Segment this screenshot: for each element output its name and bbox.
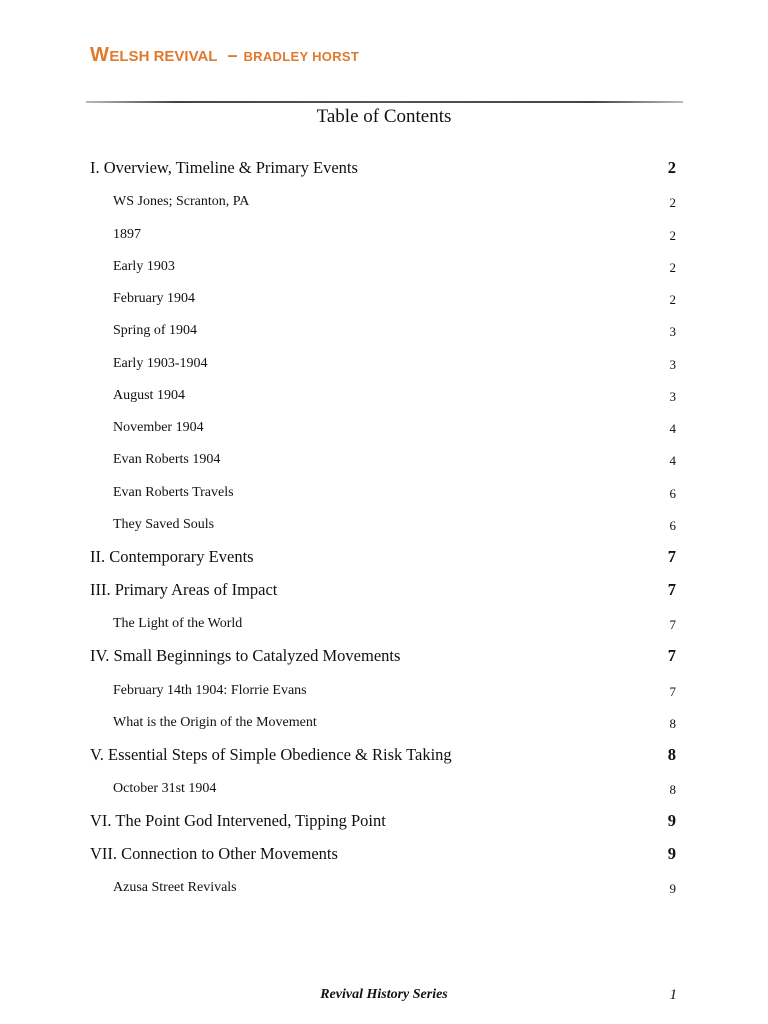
toc-entry-label: November 1904	[113, 420, 204, 435]
toc-section[interactable]	[0, 843, 768, 873]
toc-section[interactable]	[0, 546, 768, 576]
toc-entry-label: August 1904	[113, 388, 185, 403]
header-title-initial: W	[90, 44, 110, 66]
toc-subsection[interactable]	[0, 287, 768, 317]
toc-entry-page: 7	[667, 646, 676, 665]
toc-entry-page: 8	[667, 745, 676, 764]
toc-title: Table of Contents	[316, 106, 452, 127]
header-author: BRADLEY HORST	[243, 49, 360, 64]
toc-section[interactable]	[0, 579, 768, 609]
toc-entry-label: Early 1903	[113, 259, 175, 274]
toc-subsection[interactable]	[0, 448, 768, 478]
toc-section[interactable]	[0, 810, 768, 840]
toc-entry-label: WS Jones; Scranton, PA	[113, 194, 250, 209]
toc-subsection[interactable]	[0, 255, 768, 285]
toc-subsection[interactable]	[0, 352, 768, 382]
toc-subsection[interactable]	[0, 513, 768, 543]
toc-entry-label: What is the Origin of the Movement	[113, 715, 317, 730]
toc-entry-page: 8	[669, 782, 676, 797]
toc-entry-page: 6	[669, 518, 676, 533]
toc-entry-page: 9	[669, 881, 676, 896]
header-dash: –	[227, 45, 238, 65]
toc-entry-label: VII. Connection to Other Movements	[90, 844, 338, 863]
toc-entry-page: 2	[667, 158, 676, 177]
toc-section[interactable]	[0, 645, 768, 675]
toc-entry-label: February 14th 1904: Florrie Evans	[113, 683, 307, 698]
toc-subsection[interactable]	[0, 481, 768, 511]
toc-entry-label: I. Overview, Timeline & Primary Events	[90, 158, 358, 177]
toc-entry-label: 1897	[113, 227, 141, 242]
toc-entry-page: 6	[669, 486, 676, 501]
toc-entry-label: VI. The Point God Intervened, Tipping Point	[90, 811, 386, 830]
toc-subsection[interactable]	[0, 711, 768, 741]
toc-entry-label: February 1904	[113, 291, 196, 306]
toc-entry-page: 9	[667, 811, 676, 830]
toc-entry-label: II. Contemporary Events	[90, 547, 254, 566]
toc-entry-label: They Saved Souls	[113, 517, 215, 532]
header-title: ELSH REVIVAL	[109, 48, 218, 65]
document-header	[90, 44, 359, 67]
toc-section[interactable]	[0, 744, 768, 774]
toc-entry-page: 9	[667, 844, 676, 863]
toc-entry-label: Evan Roberts Travels	[113, 485, 234, 500]
toc-section[interactable]	[0, 157, 768, 187]
toc-entry-label: Spring of 1904	[113, 323, 197, 338]
toc-entry-label: Evan Roberts 1904	[113, 452, 221, 467]
toc-entry-page: 3	[669, 357, 676, 372]
toc-entry-page: 3	[669, 389, 676, 404]
toc-subsection[interactable]	[0, 190, 768, 220]
toc-entry-page: 2	[669, 260, 676, 275]
toc-entry-label: IV. Small Beginnings to Catalyzed Movements	[90, 646, 401, 665]
toc-subsection[interactable]	[0, 612, 768, 642]
toc-entry-page: 7	[667, 580, 676, 599]
toc-entry-page: 7	[667, 547, 676, 566]
toc-entry-label: The Light of the World	[113, 616, 243, 631]
toc-entry-page: 2	[669, 228, 676, 243]
toc-subsection[interactable]	[0, 384, 768, 414]
toc-subsection[interactable]	[0, 679, 768, 709]
toc-entry-label: Early 1903-1904	[113, 356, 208, 371]
toc-subsection[interactable]	[0, 319, 768, 349]
toc-entry-page: 7	[669, 684, 676, 699]
header-rule	[86, 101, 683, 103]
toc-subsection[interactable]	[0, 223, 768, 253]
toc-entry-page: 3	[669, 324, 676, 339]
toc-entry-page: 2	[669, 292, 676, 307]
toc-entry-label: October 31st 1904	[113, 781, 217, 796]
toc-subsection[interactable]	[0, 876, 768, 906]
toc-entry-page: 7	[669, 617, 676, 632]
toc-entry-page: 4	[669, 421, 676, 436]
toc-entry-page: 2	[669, 195, 676, 210]
toc-entry-page: 4	[669, 453, 676, 468]
toc-subsection[interactable]	[0, 416, 768, 446]
toc-entry-label: Azusa Street Revivals	[113, 880, 237, 895]
toc-entry-page: 8	[669, 716, 676, 731]
footer-page-number: 1	[669, 987, 677, 1003]
footer-series: Revival History Series	[320, 987, 448, 1002]
toc-subsection[interactable]	[0, 777, 768, 807]
toc-entry-label: III. Primary Areas of Impact	[90, 580, 278, 599]
toc-entry-label: V. Essential Steps of Simple Obedience & Risk Taking	[90, 745, 452, 764]
